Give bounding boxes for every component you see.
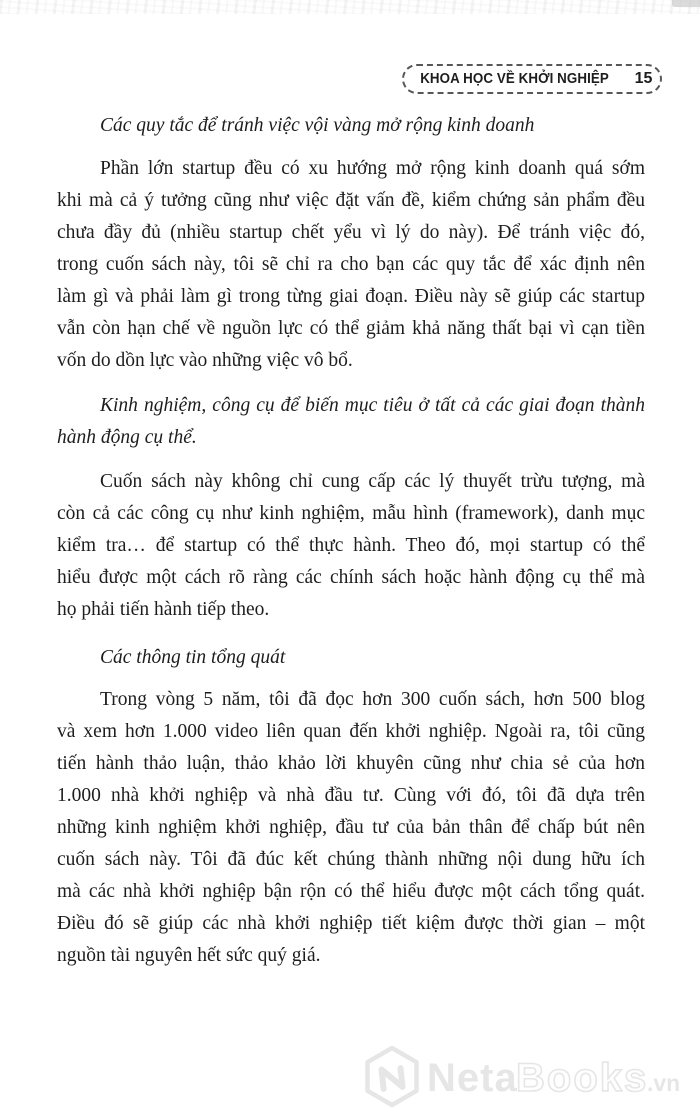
watermark-text-books: Books [516,1056,649,1100]
paragraph-expansion-rules: Phần lớn startup đều có xu hướng mở rộng kinh doanh quá sớm khi mà cả ý tưởng cũng như việc đặt vấn đề, kiểm chứng sản phẩm đều chưa đầy đủ (nhiều startup chết yểu vì lý do này). Để tránh việc đó, trong cuốn sách này, tôi sẽ chỉ ra cho bạn các quy tắc để xác định nên làm gì và phải làm gì trong từng giai đoạn. Điều này sẽ giúp các startup vẫn còn hạn chế về nguồn lực có thể giảm khả năng thất bại vì cạn tiền vốn do dồn lực vào những việc vô bổ. [57,158,645,371]
paragraph-general-info: Trong vòng 5 năm, tôi đã đọc hơn 300 cuốn sách, hơn 500 blog và xem hơn 1.000 video liên quan đến khởi nghiệp. Ngoài ra, tôi cũng tiến hành thảo luận, thảo khảo lời khuyên cũng như chia sẻ của hơn 1.000 nhà khởi nghiệp và nhà đầu tư. Cùng với đó, tôi đã dựa trên những kinh nghiệm khởi nghiệp, đầu tư của bản thân để chấp bút nên cuốn sách này. Tôi đã đúc kết chúng thành những nội dung hữu ích mà các nhà khởi nghiệp bận rộn có thể hiểu được một cách tổng quát. Điều đó sẽ giúp các nhà khởi nghiệp tiết kiệm được thời gian – một nguồn tài nguyên hết sức quý giá. [57,689,645,966]
section-heading-general-info: Các thông tin tổng quát [100,647,286,668]
watermark-text-vn: .vn [647,1070,681,1096]
scan-corner-smudge [672,0,700,7]
watermark-text-neta: Neta [427,1056,518,1100]
page-number: 15 [634,70,653,87]
paragraph-experience-tools: Cuốn sách này không chỉ cung cấp các lý thuyết trừu tượng, mà còn cả các công cụ như kinh nghiệm, mẫu hình (framework), danh mục kiểm tra… để startup có thể thực hành. Theo đó, mọi startup có thể hiểu được một cách rõ ràng các chính sách hoặc hành động cụ thể mà họ phải tiến hành tiếp theo. [57,471,645,620]
netabooks-logo-icon [368,1048,417,1105]
scan-noise-band [0,0,700,14]
watermark [363,1042,695,1112]
running-head-title: KHOA HỌC VỀ KHỞI NGHIỆP [419,71,609,87]
section-heading-experience-tools: Kinh nghiệm, công cụ để biến mục tiêu ở tất cả các giai đoạn thành hành động cụ thể. [57,395,645,448]
section-heading-expansion-rules: Các quy tắc để tránh việc vội vàng mở rộng kinh doanh [100,115,535,136]
page-body [57,110,645,972]
running-head [402,64,662,94]
